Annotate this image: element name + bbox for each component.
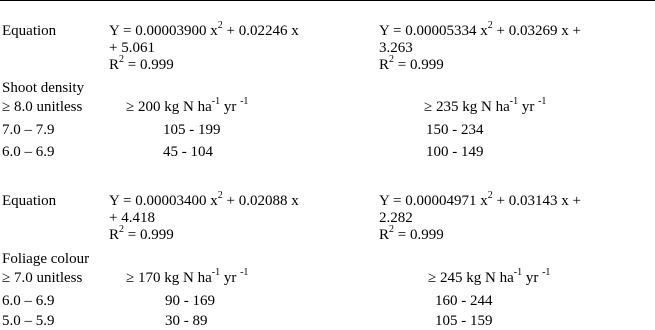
foliage-range-b-1: 160 - 244 (435, 293, 493, 309)
foliage-range-a-2: 30 - 89 (165, 313, 208, 329)
shoot-equation-b-line2: 3.263 (379, 40, 413, 56)
shoot-equation-label: Equation (2, 23, 57, 39)
shoot-threshold-row (0, 96, 655, 116)
shoot-equation-a-line2: + 5.061 (109, 40, 155, 56)
foliage-section-label: Foliage colour (2, 251, 90, 267)
shoot-r2-row (0, 54, 655, 74)
foliage-range-row-2 (0, 313, 655, 330)
foliage-r2-b: $R^2 = 0.999$ (379, 224, 444, 243)
foliage-threshold-label: ≥ 7.0 unitless (2, 270, 83, 286)
foliage-equation-b-line2: 2.282 (379, 210, 413, 226)
shoot-threshold-b: ≥ 235 kg N $ha^{-1}$ yr $^{-1}$ (424, 96, 547, 115)
foliage-section-row (0, 251, 655, 268)
shoot-r2-a: $R^2 = 0.999$ (109, 54, 174, 73)
shoot-threshold-label: ≥ 8.0 unitless (2, 99, 83, 115)
foliage-range-label-2: 5.0 – 5.9 (2, 313, 55, 329)
foliage-threshold-b: ≥ 245 kg N $ha^{-1}$ yr $^{-1}$ (428, 267, 551, 286)
shoot-range-label-2: 6.0 – 6.9 (2, 144, 55, 160)
shoot-section-row (0, 80, 655, 97)
foliage-threshold-a: ≥ 170 kg N $ha^{-1}$ yr $^{-1}$ (126, 267, 249, 286)
shoot-equation-row-2 (0, 40, 655, 57)
table-top-rule (0, 0, 655, 1)
foliage-range-b-2: 105 - 159 (435, 313, 493, 329)
shoot-range-row-2 (0, 144, 655, 161)
foliage-r2-a: $R^2 = 0.999$ (109, 224, 174, 243)
foliage-range-label-1: 6.0 – 6.9 (2, 293, 55, 309)
foliage-equation-row-2 (0, 210, 655, 227)
shoot-section-label: Shoot density (2, 80, 85, 96)
foliage-range-a-1: 90 - 169 (165, 293, 215, 309)
shoot-equation-a-line1: Y = 0.00003900 $x^2 + 0.02246$ x (109, 20, 299, 39)
foliage-equation-a-line1: Y = 0.00003400 $x^2 + 0.02088$ x (109, 190, 299, 209)
shoot-threshold-a: ≥ 200 kg N $ha^{-1}$ yr $^{-1}$ (126, 96, 249, 115)
shoot-range-a-1: 105 - 199 (163, 122, 221, 138)
foliage-threshold-row (0, 267, 655, 287)
shoot-range-a-2: 45 - 104 (163, 144, 213, 160)
shoot-equation-b-line1: Y = 0.00005334 $x^2 + 0.03269$ x + (379, 20, 581, 39)
foliage-r2-row (0, 224, 655, 244)
foliage-equation-row (0, 190, 655, 210)
shoot-equation-row (0, 20, 655, 40)
foliage-equation-a-line2: + 4.418 (109, 210, 155, 226)
shoot-r2-b: $R^2 = 0.999$ (379, 54, 444, 73)
foliage-equation-label: Equation (2, 193, 57, 209)
shoot-range-row-1 (0, 122, 655, 139)
foliage-range-row-1 (0, 293, 655, 310)
shoot-range-b-2: 100 - 149 (426, 144, 484, 160)
foliage-equation-b-line1: Y = 0.00004971 $x^2 + 0.03143$ x + (379, 190, 581, 209)
shoot-range-label-1: 7.0 – 7.9 (2, 122, 55, 138)
shoot-range-b-1: 150 - 234 (426, 122, 484, 138)
